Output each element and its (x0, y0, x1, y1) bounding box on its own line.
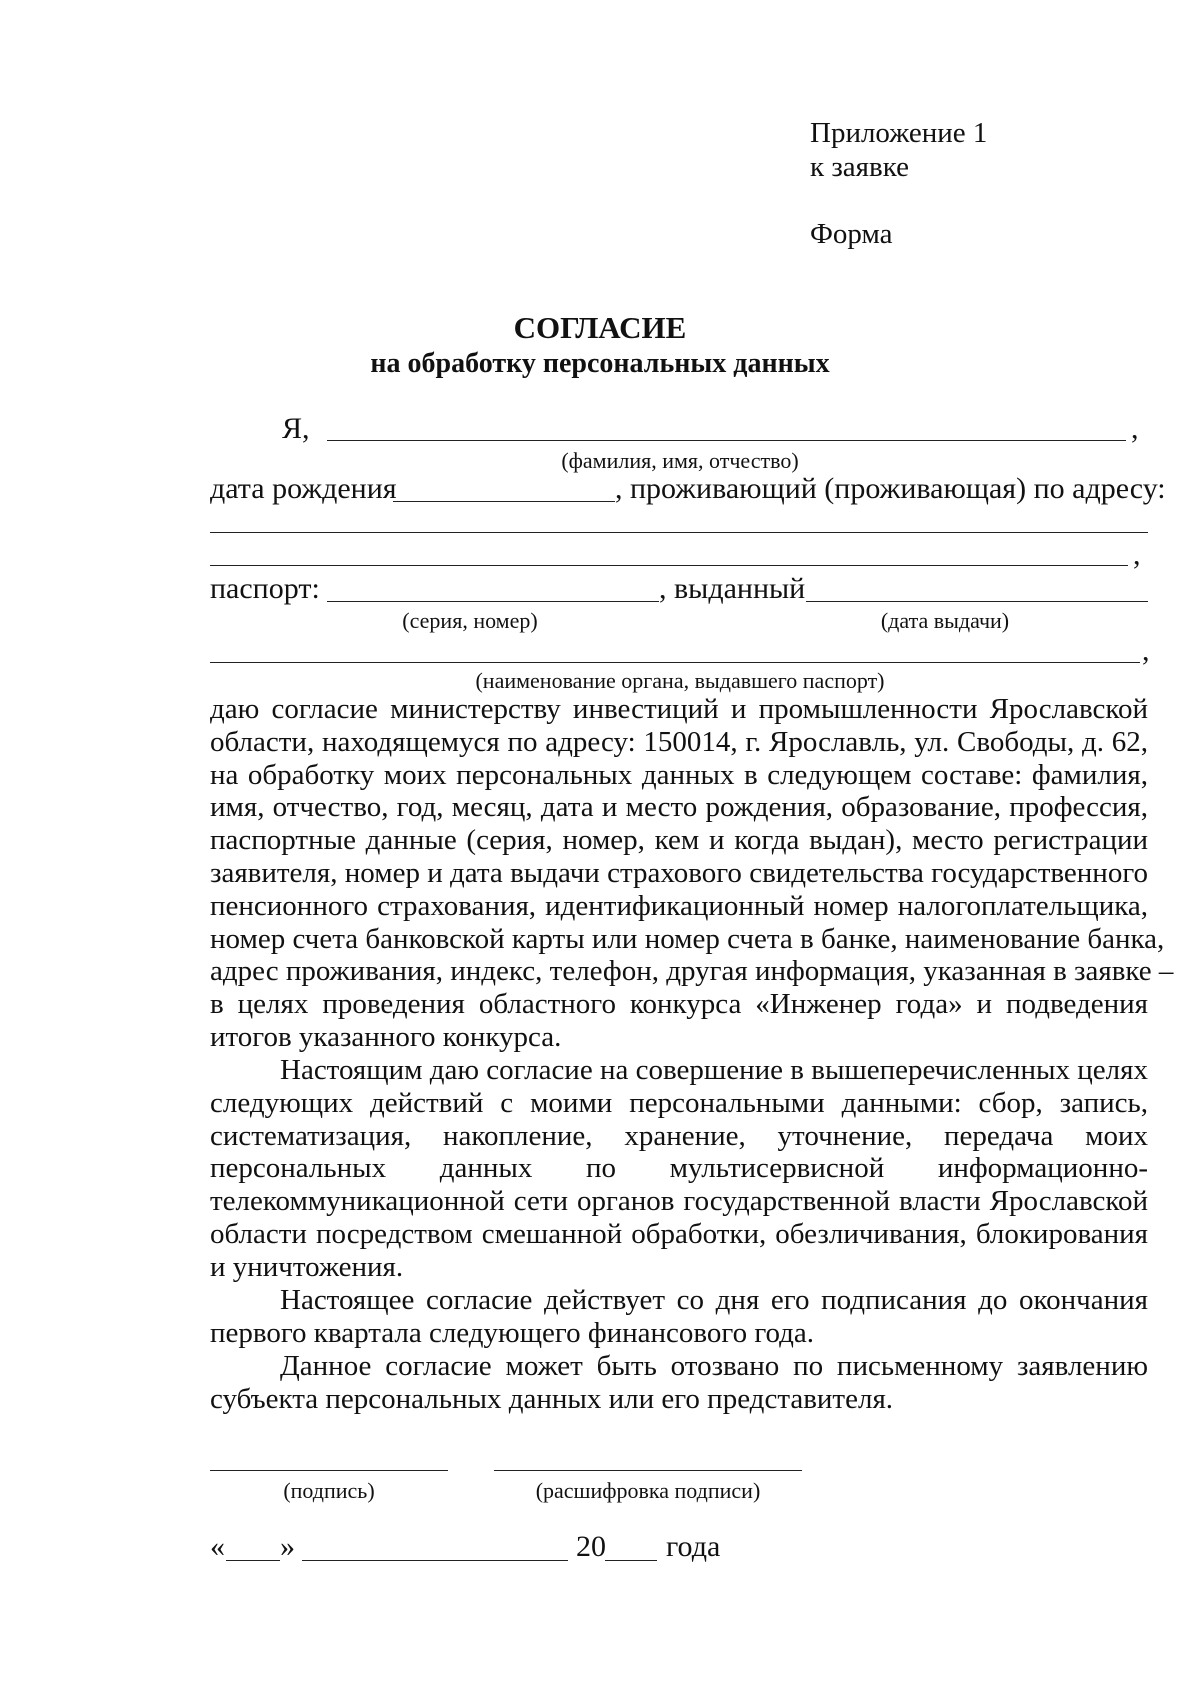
paragraph-line: адрес проживания, индекс, телефон, другая информация, указанная в заявке – (210, 955, 1174, 988)
i-label: Я, (282, 412, 310, 445)
paragraph-line: Настоящее согласие действует со дня его подписания до окончания (280, 1284, 1148, 1316)
form-label: Форма (810, 218, 893, 250)
issue-date-caption: (дата выдачи) (880, 608, 1010, 633)
issuing-authority-caption: (наименование органа, выдавшего паспорт) (475, 668, 885, 693)
month-field-line[interactable] (302, 1560, 568, 1561)
paragraph-line: имя, отчество, год, месяц, дата и место рождения, образование, профессия, (210, 791, 1148, 824)
paragraph-line: пенсионного страхования, идентификационный номер налогоплательщика, (210, 889, 1148, 922)
signature-decode-caption: (расшифровка подписи) (535, 1478, 761, 1503)
issuing-authority-field-line[interactable] (210, 662, 1140, 663)
paragraph-line: телекоммуникационной сети органов государственной власти Ярославской (210, 1185, 1148, 1218)
paragraph-line: даю согласие министерству инвестиций и промышленности Ярославской (210, 693, 1148, 725)
paragraph-line: в целях проведения областного конкурса «Инженер года» и подведения (210, 988, 1148, 1021)
date-close-quote: » (280, 1530, 295, 1563)
paragraph-line: субъекта персональных данных или его представителя. (210, 1382, 894, 1415)
paragraph-line: Настоящим даю согласие на совершение в вышеперечисленных целях (280, 1054, 1148, 1086)
consent-paragraph-2 (210, 1054, 1148, 1284)
paragraph-line: Данное согласие может быть отозвано по письменному заявлению (280, 1350, 1148, 1382)
to-application-label: к заявке (810, 151, 909, 183)
consent-paragraph-4 (210, 1350, 1148, 1416)
signature-decode-field-line[interactable] (494, 1470, 802, 1471)
date-open-quote: « (210, 1530, 225, 1563)
fio-comma: , (1131, 412, 1139, 445)
fio-caption: (фамилия, имя, отчество) (561, 448, 799, 473)
paragraph-line: области, находящемуся по адресу: 150014, г. Ярославль, ул. Свободы, д. 62, (210, 725, 1148, 758)
birth-date-label: дата рождения (210, 472, 397, 505)
year-word: года (666, 1530, 721, 1563)
signature-field-line[interactable] (210, 1470, 448, 1471)
year-prefix: 20 (576, 1530, 606, 1563)
paragraph-line: паспортные данные (серия, номер, кем и когда выдан), место регистрации (210, 824, 1148, 857)
paragraph-line: заявителя, номер и дата выдачи страхового свидетельства государственного (210, 856, 1148, 889)
issued-label: , выданный (659, 572, 806, 605)
paragraph-line: номер счета банковской карты или номер счета в банке, наименование банка, (210, 922, 1165, 955)
issue-date-field-line[interactable] (806, 601, 1148, 602)
year-field-line[interactable] (605, 1560, 657, 1561)
passport-number-field-line[interactable] (327, 601, 659, 602)
fio-field-line[interactable] (327, 440, 1126, 441)
paragraph-line: первого квартала следующего финансового года. (210, 1316, 815, 1349)
residing-label: , проживающий (проживающая) по адресу: (615, 472, 1166, 505)
authority-comma: , (1142, 634, 1150, 667)
document-subtitle: на обработку персональных данных (370, 348, 830, 379)
paragraph-line: итогов указанного конкурса. (210, 1020, 562, 1053)
address-field-line-1[interactable] (210, 532, 1148, 533)
day-field-line[interactable] (226, 1560, 280, 1561)
consent-paragraph-1 (210, 693, 1174, 1054)
paragraph-line: и уничтожения. (210, 1250, 404, 1283)
consent-paragraph-3 (210, 1284, 1148, 1350)
signature-caption: (подпись) (283, 1478, 375, 1503)
paragraph-line: персональных данных по мультисервисной информационно- (210, 1152, 1148, 1185)
passport-label: паспорт: (210, 572, 320, 605)
paragraph-line: на обработку моих персональных данных в следующем составе: фамилия, (210, 758, 1148, 791)
series-number-caption: (серия, номер) (402, 608, 538, 633)
birth-date-field-line[interactable] (393, 501, 615, 502)
paragraph-line: следующих действий с моими персональными данными: сбор, запись, (210, 1086, 1148, 1119)
address-comma: , (1133, 538, 1141, 571)
appendix-label: Приложение 1 (810, 117, 988, 149)
paragraph-line: систематизация, накопление, хранение, уточнение, передача моих (210, 1119, 1148, 1152)
document-title: СОГЛАСИЕ (513, 310, 687, 345)
paragraph-line: области посредством смешанной обработки, обезличивания, блокирования (210, 1217, 1148, 1250)
address-field-line-2[interactable] (210, 565, 1128, 566)
